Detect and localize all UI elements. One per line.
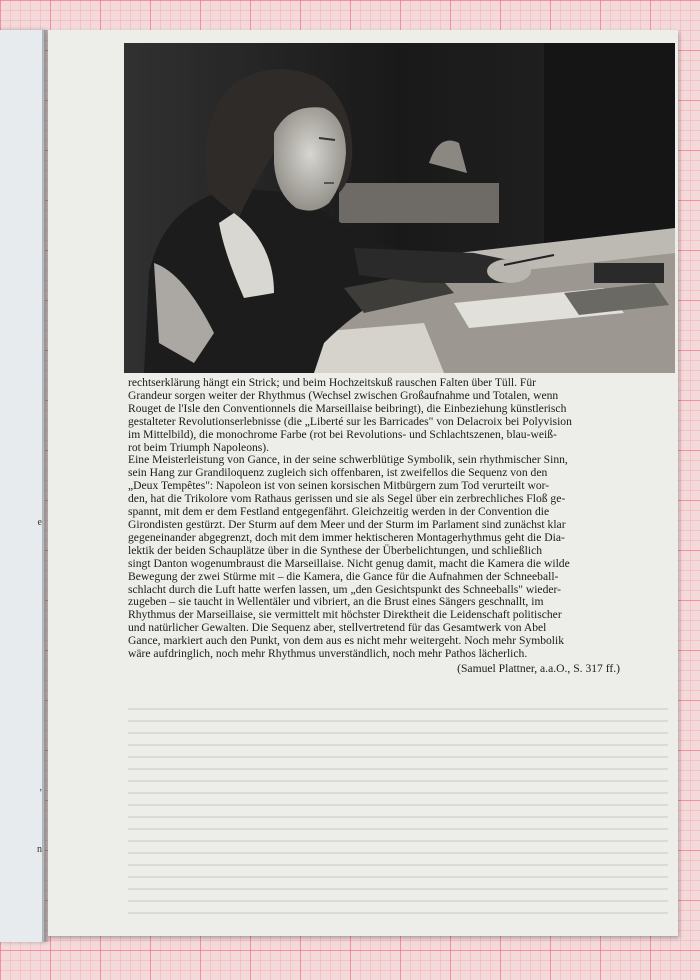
text-line: und natürlicher Gewalten. Die Sequenz aber, stellvertretend für das Gesamtwerk von Abel (128, 621, 547, 635)
text-line: Bewegung der zwei Stürme mit – die Kamera, die Gance für die Aufnahmen der Schneeball- (128, 569, 559, 583)
photograph-icon (124, 43, 675, 373)
text-line: spannt, mit dem er dem Festland entgegenfährt. Gleichzeitig werden in der Convention die (128, 505, 550, 519)
film-still-photo (124, 43, 675, 373)
text-line: den, hat die Trikolore vom Rathaus gerissen und sie als Segel über ein zerbrechliches Floß ge- (128, 492, 566, 506)
text-line: singt Danton wogenumbraust die Marseillaise. Nicht genug damit, macht die Kamera die wilde (128, 556, 570, 570)
text-line: Grandeur sorgen weiter der Rhythmus (Wechsel zwischen Großaufnahme und Totalen, wenn (128, 388, 559, 402)
paragraph-1 (128, 377, 668, 454)
facing-page-fragment: n (37, 844, 42, 855)
text-line: rechtserklärung hängt ein Strick; und beim Hochzeitskuß rauschen Falten über Tüll. Für (128, 376, 537, 389)
text-line: Rhythmus der Marseillaise, sie vermittelt mit höchster Direktheit die Leidenschaft politischer (128, 608, 562, 622)
paragraph-2 (128, 454, 668, 661)
text-line: rot beim Triumph Napoleons). (128, 440, 270, 454)
text-line: sein Hang zur Grandiloquenz zugleich sich offenbaren, ist zweifellos die Sequenz von den (128, 466, 548, 480)
text-line: im Mittelbild), die monochrome Farbe (rot bei Revolutions- und Schlachtszenen, blau-weiß- (128, 427, 557, 441)
text-line: gegeneinander abgegrenzt, doch mit dem immer hektischeren Montagerhythmus geht die Dia- (128, 530, 565, 544)
article-body (128, 377, 668, 675)
text-line: wäre aufdringlich, noch mehr Rhythmus unverständlich, noch mehr Pathos lächerlich. (128, 647, 528, 661)
facing-page-fragment: , (39, 782, 42, 793)
text-line: Eine Meisterleistung von Gance, in der seine schwerblütige Symbolik, sein rhythmischer Sinn, (128, 453, 568, 467)
text-line: Rouget de l'Isle den Conventionnels die Marseillaise beibringt), die Einbeziehung künstlerisch (128, 401, 567, 415)
text-line: lektik der beiden Schauplätze über in die Synthese der Überbelichtungen, und schließlich (128, 543, 543, 557)
text-line: gestalteter Revolutionserlebnisse (die „Liberté sur les Barricades" von Delacroix bei Polyvision (128, 414, 572, 428)
text-line: „Deux Tempêtes": Napoleon ist von seinen korsischen Mitbürgern zum Tod verurteilt wor- (128, 479, 550, 493)
text-line: zugeben – sie taucht in Wellentäler und vibriert, an die Brust eines Sängers geschnallt, im (128, 595, 544, 609)
booklet-page (48, 30, 678, 936)
facing-page-fragment: e (37, 517, 42, 528)
facing-page (0, 30, 45, 942)
text-line: schlacht durch die Luft hatte werfen lassen, um „den Gesichtspunkt des Schneeballs" wieder- (128, 582, 562, 596)
show-through-text (128, 708, 668, 918)
text-line: Gance, markiert auch den Punkt, von dem aus es nicht mehr weitergeht. Noch mehr Symbolik (128, 634, 565, 648)
text-line: Girondisten gestürzt. Der Sturm auf dem Meer und der Sturm im Parlament sind zunächst klar (128, 517, 566, 531)
source-citation: (Samuel Plattner, a.a.O., S. 317 ff.) (457, 661, 620, 675)
